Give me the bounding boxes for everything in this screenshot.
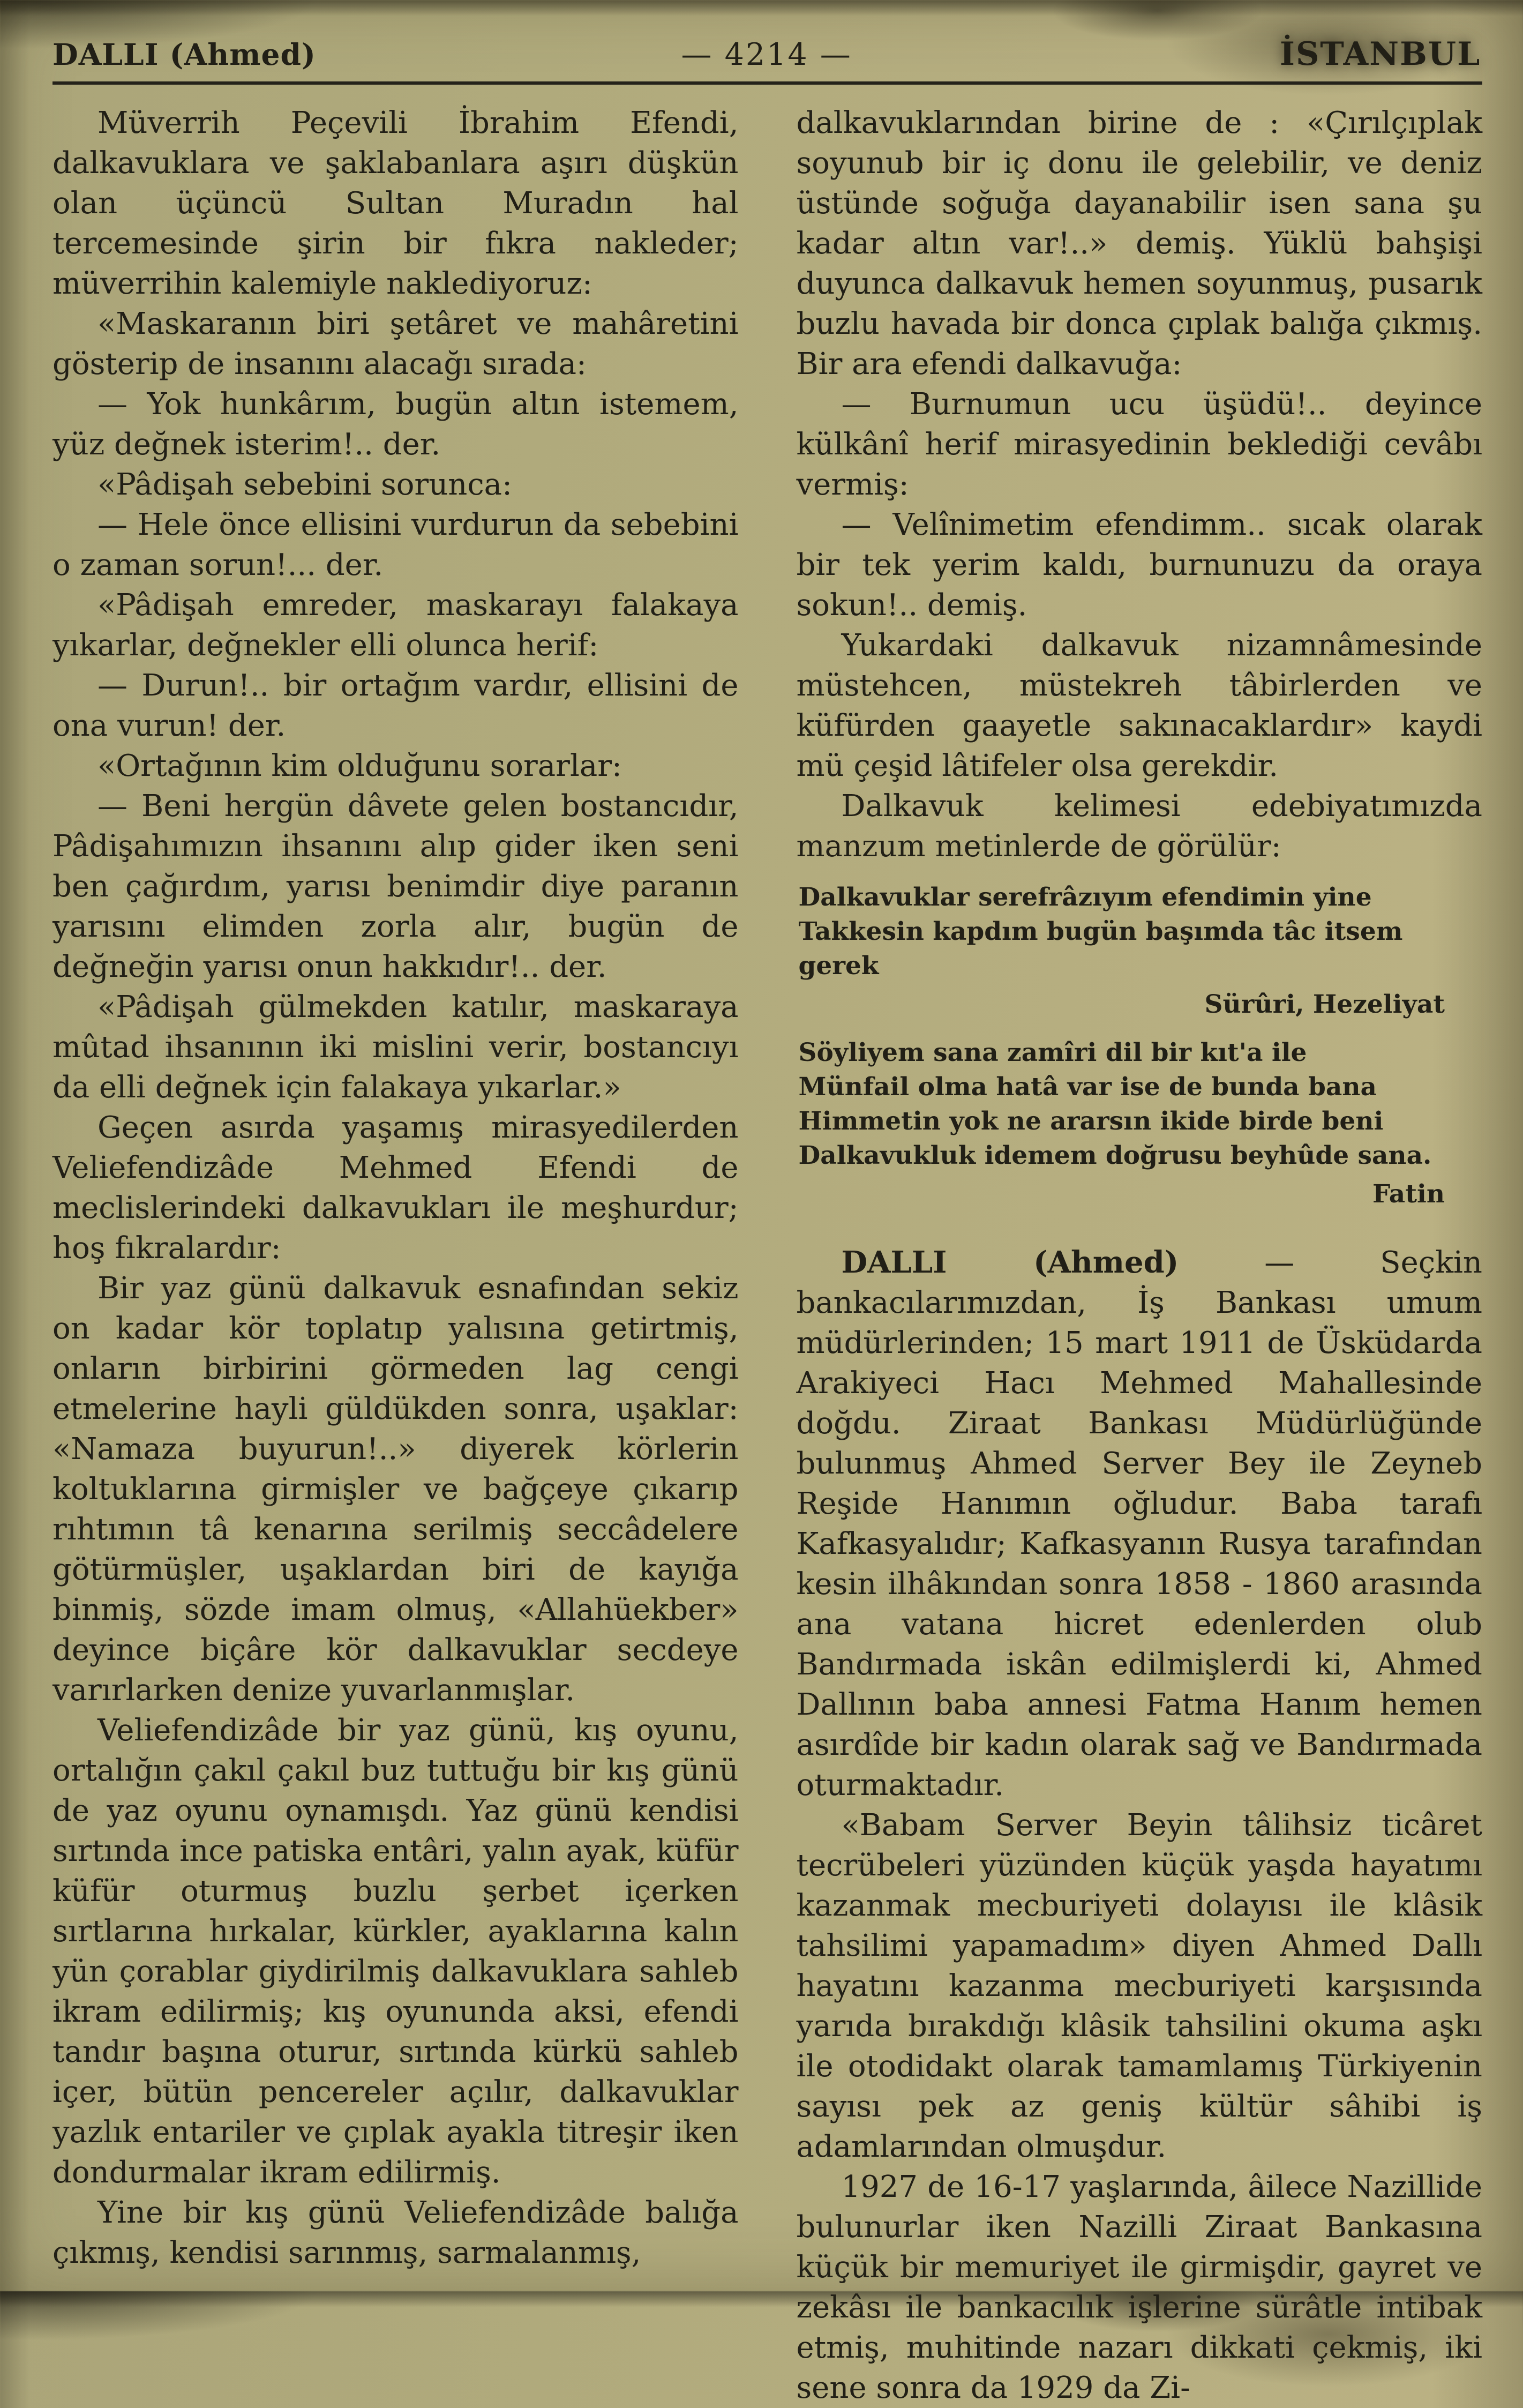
paragraph: — Burnumun ucu üşüdü!.. deyince külkânî herif mirasyedinin beklediği cevâbı vermiş: <box>796 387 1482 502</box>
paragraph: Yukardaki dalkavuk nizamnâmesinde müstehcen, müstekreh tâbirlerden ve küfürden gaayetle sakınacaklardır» kaydi mü çeşid lâtifeler olsa gerekdir. <box>796 628 1482 783</box>
paragraph: — Durun!.. bir ortağım vardır, ellisini de ona vurun! der. <box>52 668 739 743</box>
paragraph: — Velînimetim efendimm.. sıcak olarak bir tek yerim kaldı, burnunuzu da oraya sokun!.. demiş. <box>796 507 1482 623</box>
verse-block <box>799 1036 1483 1173</box>
paragraph: «Ortağının kim olduğunu sorarlar: <box>97 749 622 783</box>
paragraph: «Pâdişah gülmekden katılır, maskaraya mûtad ihsanının iki mislini verir, bostancıyı da elli değnek için falakaya yıkarlar.» <box>52 990 739 1105</box>
paragraph: Müverrih Peçevili İbrahim Efendi, dalkavuklara ve şaklabanlara aşırı düşkün olan üçüncü Sultan Muradın hal tercemesinde şirin bir fıkra nakleder; müverrihin kalemiyle naklediyoruz: <box>52 106 739 301</box>
paragraph: 1927 de 16-17 yaşlarında, âilece Nazillide bulunurlar iken Nazilli Ziraat Bankasına küçük bir memuriyet ile girmişdir, gayret ve zekâsı ile bankacılık işlerine sürâtle intibak etmiş, muhitinde nazarı dikkati çekmiş, iki sene sonra da 1929 da Zi- <box>796 2170 1482 2405</box>
paragraph: Dalkavuk kelimesi edebiyatımızda manzum metinlerde de görülür: <box>796 789 1482 864</box>
paragraph: dalkavuklarından birine de : «Çırılçıplak soyunub bir iç donu ile gelebilir, ve deniz üstünde soğuğa dayanabilir isen sana şu kadar altın var!..» demiş. Yüklü bahşişi duyunca dalkavuk hemen soyunmuş, pusarık buzlu havada bir donca çıplak balığa çıkmış. Bir ara efendi dalkavuğa: <box>796 106 1482 382</box>
verse-line: Münfail olma hatâ var ise de bunda bana <box>798 1072 1377 1102</box>
verse-line: Söyliyem sana zamîri dil bir kıt'a ile <box>798 1038 1307 1067</box>
verse-attribution: Fatin <box>1372 1179 1445 1209</box>
paragraph: — Beni hergün dâvete gelen bostancıdır, Pâdişahımızın ihsanını alıp gider iken seni ben çağırdım, yarısı benimdir diye paranın yarısını elimden zorla alır, bugün de değneğin yarısı onun hakkıdır!.. der. <box>52 789 739 984</box>
header-entry-title: DALLI (Ahmed) <box>52 37 316 72</box>
verse-attribution: Sürûri, Hezeliyat <box>1204 990 1445 1019</box>
verse-line: Himmetin yok ne ararsın ikide birde beni <box>798 1106 1384 1136</box>
verse-block <box>799 880 1483 983</box>
header-page-number: — 4214 — <box>681 37 852 72</box>
header-publication-title: İSTANBUL <box>1279 35 1481 73</box>
paragraph: «Maskaranın biri şetâret ve mahâretini gösterip de insanını alacağı sırada: <box>52 306 739 382</box>
paragraph: «Pâdişah emreder, maskarayı falakaya yıkarlar, değnekler elli olunca herif: <box>52 588 739 663</box>
paragraph: Bir yaz günü dalkavuk esnafından sekiz on kadar kör toplatıp yalısına getirtmiş, onların birbirini görmeden lag cengi etmelerine hayli güldükden sonra, uşaklar: «Namaza buyurun!..» diyerek körlerin koltuklarına girmişler ve bağçeye çıkarıp rıhtımın tâ kenarına serilmiş seccâdelere götürmüşler, uşaklardan biri de kayığa binmiş, sözde imam olmuş, «Allahüekber» deyince biçâre kör dalkavuklar secdeye varırlarken denize yuvarlanmışlar. <box>52 1271 739 1708</box>
page-header <box>52 35 1482 73</box>
verse-line: Dalkavuklar serefrâzıyım efendimin yine <box>798 883 1372 912</box>
paragraph: — Hele önce ellisini vurdurun da sebebini o zaman sorun!... der. <box>52 507 739 582</box>
paragraph: Veliefendizâde bir yaz günü, kış oyunu, ortalığın çakıl çakıl buz tuttuğu bir kış günü de yaz oyunu oynamışdı. Yaz günü kendisi sırtında ince patiska entâri, yalın ayak, küfür küfür oturmuş buzlu şerbet içerken sırtlarına hırkalar, kürkler, ayaklarına kalın yün çorablar giydirilmiş dalkavuklara sahleb ikram edilirmiş; kış oyununda aksi, efendi tandır başına oturur, sırtında kürkü sahleb içer, bütün pencereler açılır, dalkavuklar yazlık entariler ve çıplak ayakla titreşir iken dondurmalar ikram edilirmiş. <box>52 1713 739 2190</box>
entry-headword: DALLI (Ahmed) <box>841 1245 1179 1280</box>
right-column <box>797 103 1483 2408</box>
text-columns <box>52 103 1482 2408</box>
verse-line: Takkesin kapdım bugün başımda tâc itsem gerek <box>798 917 1403 981</box>
paragraph: «Pâdişah sebebini sorunca: <box>97 467 512 502</box>
paragraph: — Yok hunkârım, bugün altın istemem, yüz değnek isterim!.. der. <box>52 387 739 462</box>
header-divider <box>52 81 1482 85</box>
left-column <box>52 103 739 2408</box>
verse-line: Dalkavukluk idemem doğrusu beyhûde sana. <box>798 1141 1432 1170</box>
paragraph: «Babam Server Beyin tâlihsiz ticâret tecrübeleri yüzünden küçük yaşda hayatımı kazanmak mecburiyeti dolayısı ile klâsik tahsilimi yapamadım» diyen Ahmed Dallı hayatını kazanma mecburiyeti karşısında yarıda bırakdığı klâsik tahsilini okuma aşkı ile otodidakt olarak tamamlamış Türkiyenin sayısı pek az geniş kültür sâhibi iş adamlarından olmuşdur. <box>796 1808 1482 2164</box>
paragraph: Geçen asırda yaşamış mirasyedilerden Veliefendizâde Mehmed Efendi de meclislerindeki dalkavukları ile meşhurdur; hoş fıkralardır: <box>52 1110 739 1266</box>
entry-paragraph: DALLI (Ahmed) — Seçkin bankacılarımızdan, İş Bankası umum müdürlerinden; 15 mart 1911 de Üsküdarda Arakiyeci Hacı Mehmed Mahallesinde doğdu. Ziraat Bankası Müdürlüğünde bulunmuş Ahmed Server Bey ile Zeyneb Reşide Hanımın oğludur. Baba tarafı Kafkasyalıdır; Kafkasyanın Rusya tarafından kesin ilhâkından sonra 1858 - 1860 arasında ana vatana hicret edenlerden olub Bandırmada iskân edilmişlerdi ki, Ahmed Dallının baba annesi Fatma Hanım hemen asırdîde bir kadın olarak sağ ve Bandırmada oturmaktadır. <box>796 1245 1482 1803</box>
paragraph: Yine bir kış günü Veliefendizâde balığa çıkmış, kendisi sarınmış, sarmalanmış, <box>52 2195 739 2270</box>
